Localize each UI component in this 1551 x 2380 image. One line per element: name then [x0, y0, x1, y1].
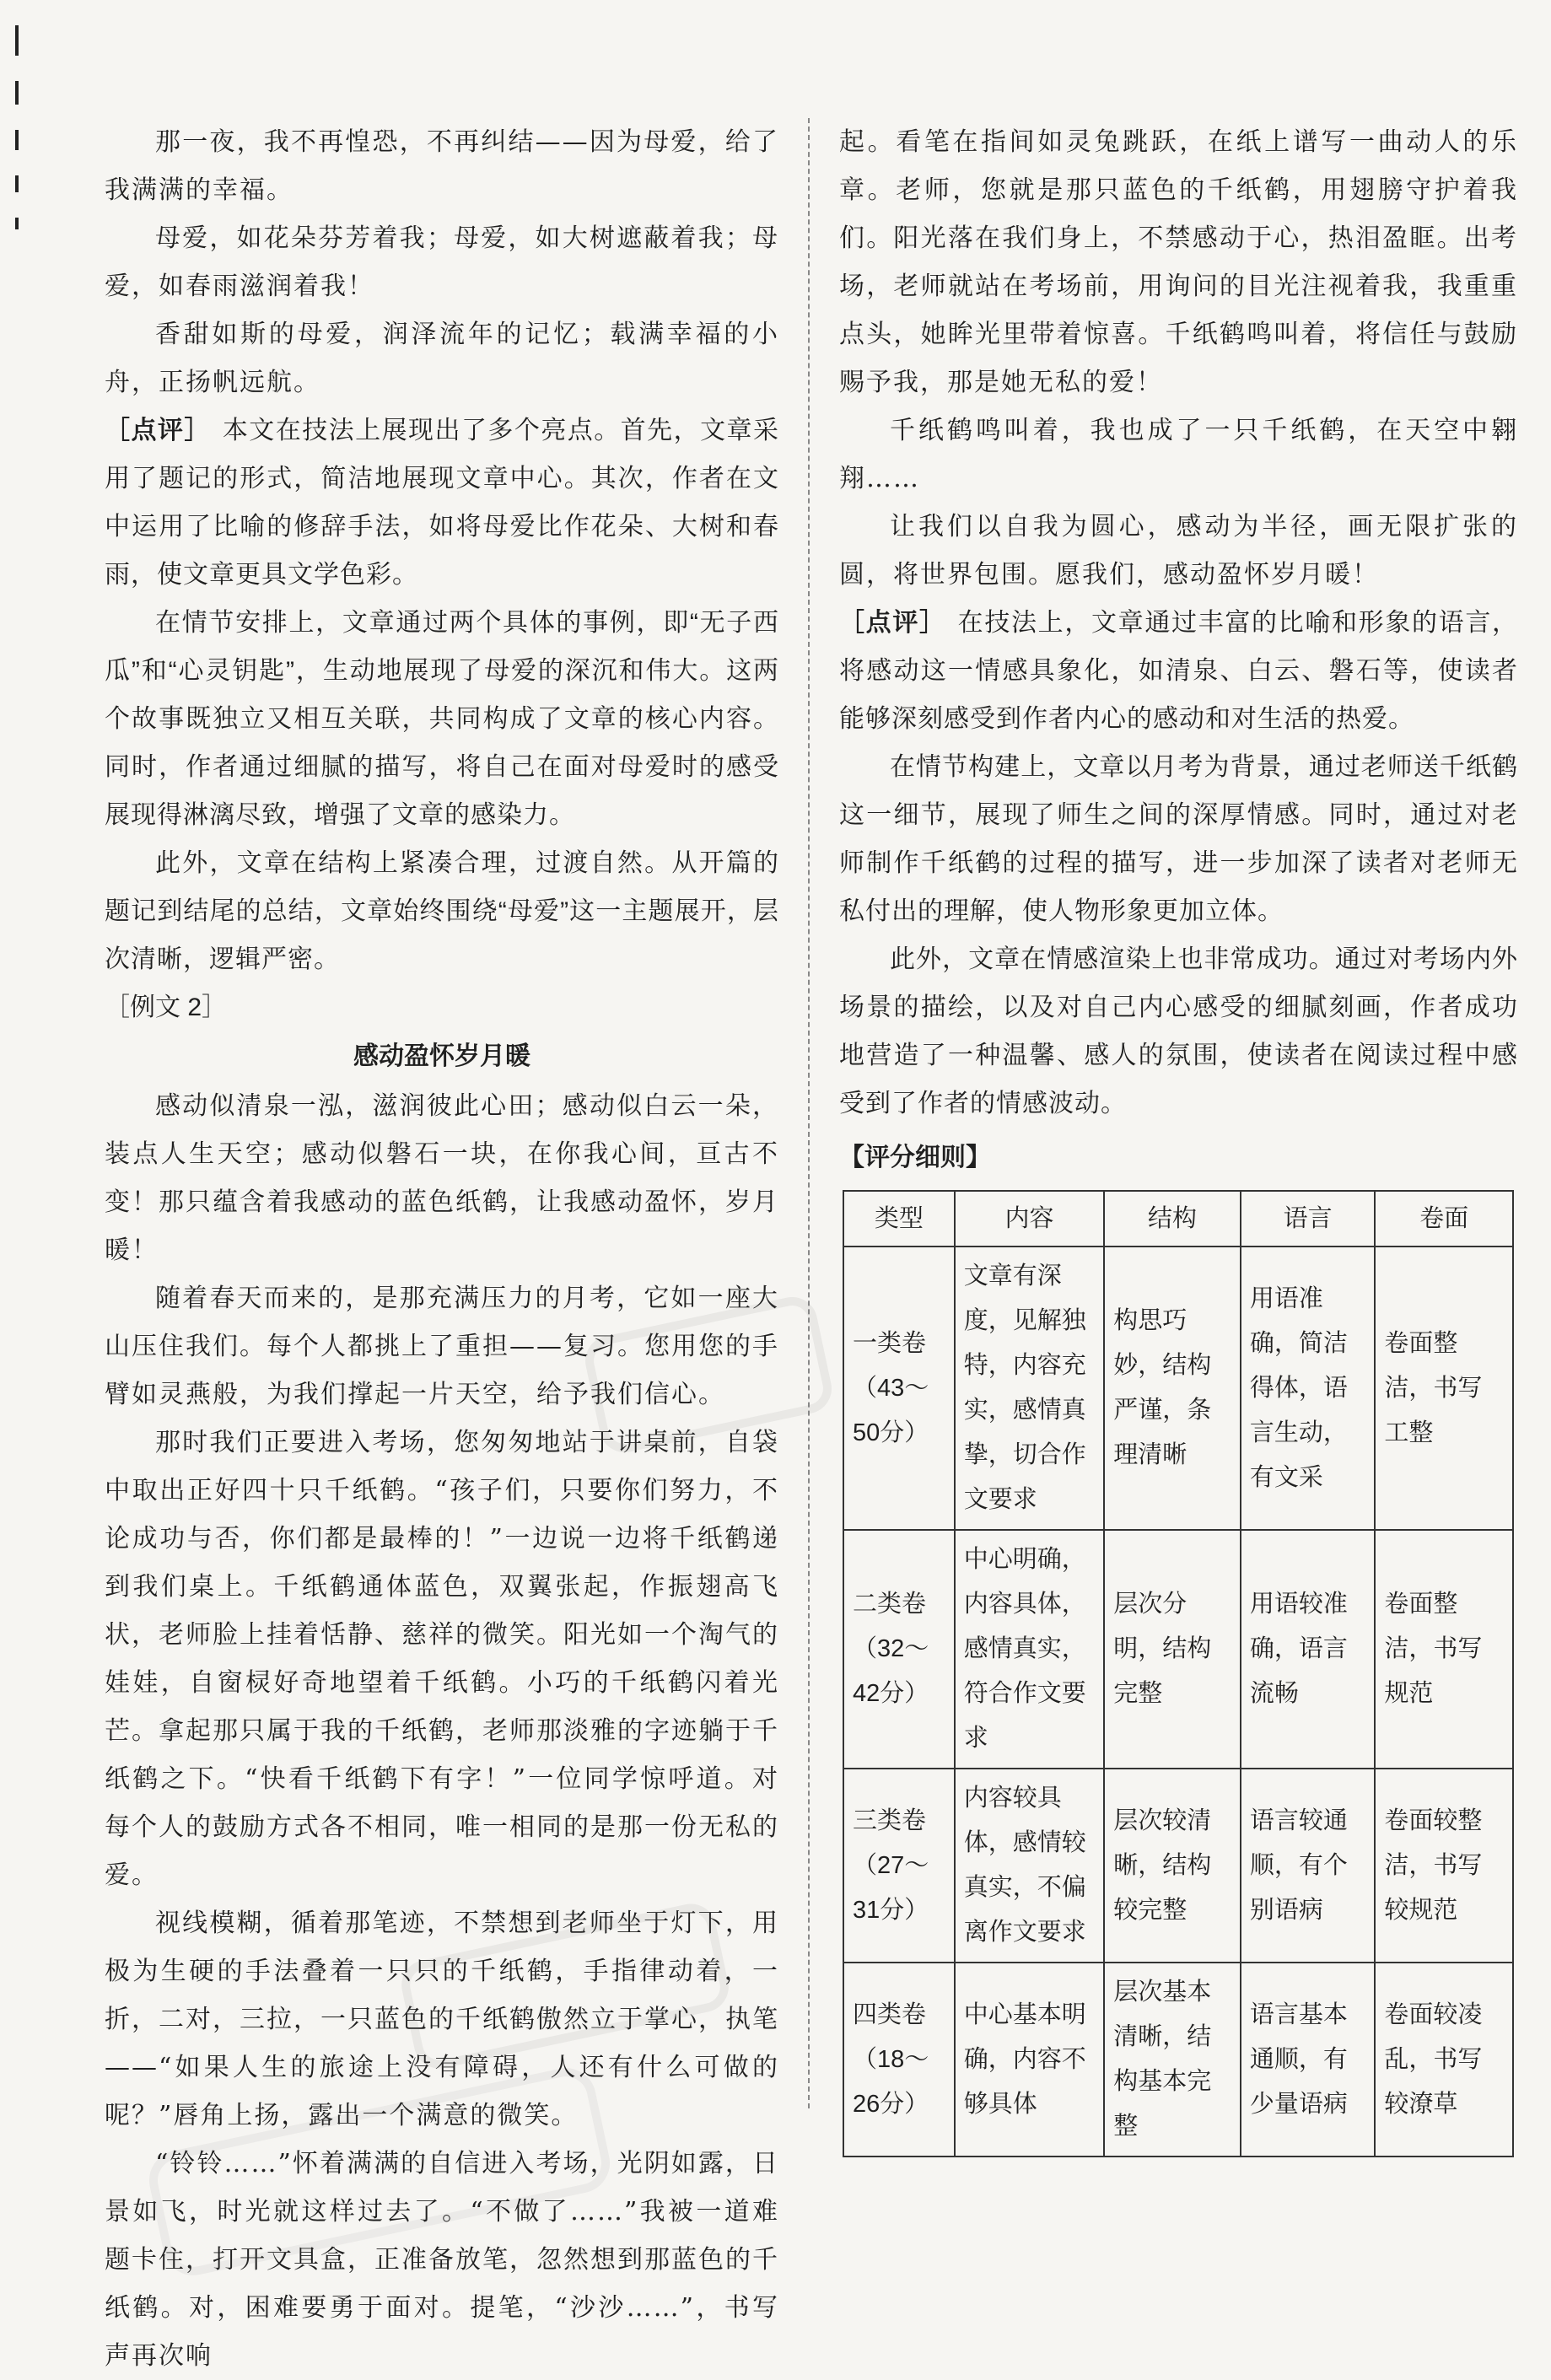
rubric-cell-type: 三类卷（27～31分）: [843, 1769, 955, 1963]
essay-paragraph: 让我们以自我为圆心，感动为半径，画无限扩张的圆，将世界包围。愿我们，感动盈怀岁月暖！: [839, 512, 1518, 590]
comment-tag: ［点评］: [839, 609, 946, 637]
rubric-row: [843, 1247, 1513, 1530]
comment-paragraph: 在情节安排上，文章通过两个具体的事例，即“无子西瓜”和“心灵钥匙”，生动地展现了母爱的深沉和伟大。这两个故事既独立又相互关联，共同构成了文章的核心内容。同时，作者通过细腻的描写，将自己在面对母爱时的感受展现得淋漓尽致，增强了文章的感染力。: [105, 609, 779, 829]
rubric-row: [843, 1769, 1513, 1963]
rubric-cell-structure: 层次较清晰，结构较完整: [1104, 1769, 1241, 1963]
rubric-cell-presentation: 卷面整洁，书写规范: [1375, 1530, 1513, 1769]
rubric-header-cell: 语言: [1241, 1191, 1376, 1247]
rubric-cell-type: 四类卷（18～26分）: [843, 1963, 955, 2157]
essay-title: 感动盈怀岁月暖: [353, 1042, 530, 1070]
rubric-cell-content: 文章有深度，见解独特，内容充实，感情真挚，切合作文要求: [955, 1247, 1105, 1530]
comment-paragraph: 此外，文章在情感渲染上也非常成功。通过对考场内外场景的描绘，以及对自己内心感受的细腻刻画，作者成功地营造了一种温馨、感人的氛围，使读者在阅读过程中感受到了作者的情感波动。: [839, 945, 1518, 1117]
essay-paragraph: 那时我们正要进入考场，您匆匆地站于讲桌前，自袋中取出正好四十只千纸鹤。“孩子们，只要你们努力，不论成功与否，你们都是最棒的！”一边说一边将千纸鹤递到我们桌上。千纸鹤通体蓝色，双翼张起，作振翅高飞状，老师脸上挂着恬静、慈祥的微笑。阳光如一个淘气的娃娃，自窗棂好奇地望着千纸鹤。小巧的千纸鹤闪着光芒。拿起那只属于我的千纸鹤，老师那淡雅的字迹躺于千纸鹤之下。“快看千纸鹤下有字！”一位同学惊呼道。对每个人的鼓励方式各不相同，唯一相同的是那一份无私的爱。: [105, 1428, 779, 1890]
essay-paragraph: 随着春天而来的，是那充满压力的月考，它如一座大山压住我们。每个人都挑上了重担——复习。您用您的手臂如灵燕般，为我们撑起一片天空，给予我们信心。: [105, 1284, 779, 1409]
rubric-cell-presentation: 卷面较整洁，书写较规范: [1375, 1769, 1513, 1963]
intro-paragraph: 那一夜，我不再惶恐，不再纠结——因为母爱，给了我满满的幸福。: [105, 127, 779, 205]
right-column: [839, 118, 1518, 2157]
rubric-header-row: [843, 1191, 1513, 1247]
essay-paragraph: 起。看笔在指间如灵兔跳跃，在纸上谱写一曲动人的乐章。老师，您就是那只蓝色的千纸鹤，用翅膀守护着我们。阳光落在我们身上，不禁感动于心，热泪盈眶。出考场，老师就站在考场前，用询问的目光注视着我，我重重点头，她眸光里带着惊喜。千纸鹤鸣叫着，将信任与鼓励赐予我，那是她无私的爱！: [839, 127, 1518, 397]
comment-paragraph: [839, 599, 1518, 743]
left-column: [105, 118, 779, 2380]
comment-tag: ［点评］: [105, 417, 211, 444]
rubric-cell-language: 语言基本通顺，有少量语病: [1241, 1963, 1376, 2157]
comment-paragraph: [105, 407, 779, 599]
essay-paragraph: 感动似清泉一泓，滋润彼此心田；感动似白云一朵，装点人生天空；感动似磐石一块，在你我心间，亘古不变！那只蕴含着我感动的蓝色纸鹤，让我感动盈怀，岁月暖！: [105, 1091, 779, 1265]
comment-paragraph: 在情节构建上，文章以月考为背景，通过老师送千纸鹤这一细节，展现了师生之间的深厚情感。同时，通过对老师制作千纸鹤的过程的描写，进一步加深了读者对老师无私付出的理解，使人物形象更加立体。: [839, 753, 1518, 925]
rubric-cell-content: 中心基本明确，内容不够具体: [955, 1963, 1105, 2157]
rubric-heading: 【评分细则】: [839, 1144, 991, 1171]
comment-paragraph: 此外，文章在结构上紧凑合理，过渡自然。从开篇的题记到结尾的总结，文章始终围绕“母爱”这一主题展开，层次清晰，逻辑严密。: [105, 849, 779, 973]
rubric-header-cell: 内容: [955, 1191, 1105, 1247]
rubric-cell-structure: 层次基本清晰，结构基本完整: [1104, 1963, 1241, 2157]
intro-paragraph: 母爱，如花朵芬芳着我；母爱，如大树遮蔽着我；母爱，如春雨滋润着我！: [105, 223, 779, 301]
rubric-header-cell: 类型: [843, 1191, 955, 1247]
rubric-cell-language: 用语准确，简洁得体，语言生动，有文采: [1241, 1247, 1376, 1530]
essay-paragraph: “铃铃……”怀着满满的自信进入考场，光阴如露，日景如飞，时光就这样过去了。“不做了……”我被一道难题卡住，打开文具盒，正准备放笔，忽然想到那蓝色的千纸鹤。对，困难要勇于面对。提笔，“沙沙……”，书写声再次响: [105, 2149, 779, 2371]
rubric-cell-type: 二类卷（32～42分）: [843, 1530, 955, 1769]
essay-paragraph: 千纸鹤鸣叫着，我也成了一只千纸鹤，在天空中翱翔……: [839, 416, 1518, 493]
rubric-cell-structure: 层次分明，结构完整: [1104, 1530, 1241, 1769]
rubric-cell-presentation: 卷面较凌乱，书写较潦草: [1375, 1963, 1513, 2157]
example-label: ［例文 2］: [105, 993, 228, 1021]
rubric-row: [843, 1530, 1513, 1769]
rubric-table: [843, 1190, 1514, 2157]
intro-paragraph: 香甜如斯的母爱，润泽流年的记忆；载满幸福的小舟，正扬帆远航。: [105, 320, 779, 397]
rubric-row: [843, 1963, 1513, 2157]
comment-text: 在技法上，文章通过丰富的比喻和形象的语言，将感动这一情感具象化，如清泉、白云、磐石等，使读者能够深刻感受到作者内心的感动和对生活的热爱。: [839, 609, 1519, 733]
essay-paragraph: 视线模糊，循着那笔迹，不禁想到老师坐于灯下，用极为生硬的手法叠着一只只的千纸鹤，手指律动着，一折，二对，三拉，一只蓝色的千纸鹤傲然立于掌心，执笔——“如果人生的旅途上没有障碍，人还有什么可做的呢？”唇角上扬，露出一个满意的微笑。: [105, 1909, 779, 2130]
rubric-cell-structure: 构思巧妙，结构严谨，条理清晰: [1104, 1247, 1241, 1530]
rubric-header-cell: 卷面: [1375, 1191, 1513, 1247]
rubric-cell-language: 用语较准确，语言流畅: [1241, 1530, 1376, 1769]
rubric-cell-presentation: 卷面整洁，书写工整: [1375, 1247, 1513, 1530]
rubric-cell-content: 中心明确，内容具体，感情真实，符合作文要求: [955, 1530, 1105, 1769]
binding-edge-marks: [15, 25, 20, 255]
rubric-cell-language: 语言较通顺，有个别语病: [1241, 1769, 1376, 1963]
comment-text: 本文在技法上展现出了多个亮点。首先，文章采用了题记的形式，简洁地展现文章中心。其次，作者在文中运用了比喻的修辞手法，如将母爱比作花朵、大树和春雨，使文章更具文学色彩。: [105, 417, 780, 589]
rubric-cell-type: 一类卷（43～50分）: [843, 1247, 955, 1530]
rubric-header-cell: 结构: [1104, 1191, 1241, 1247]
rubric-cell-content: 内容较具体，感情较真实，不偏离作文要求: [955, 1769, 1105, 1963]
column-divider: [808, 118, 810, 2108]
